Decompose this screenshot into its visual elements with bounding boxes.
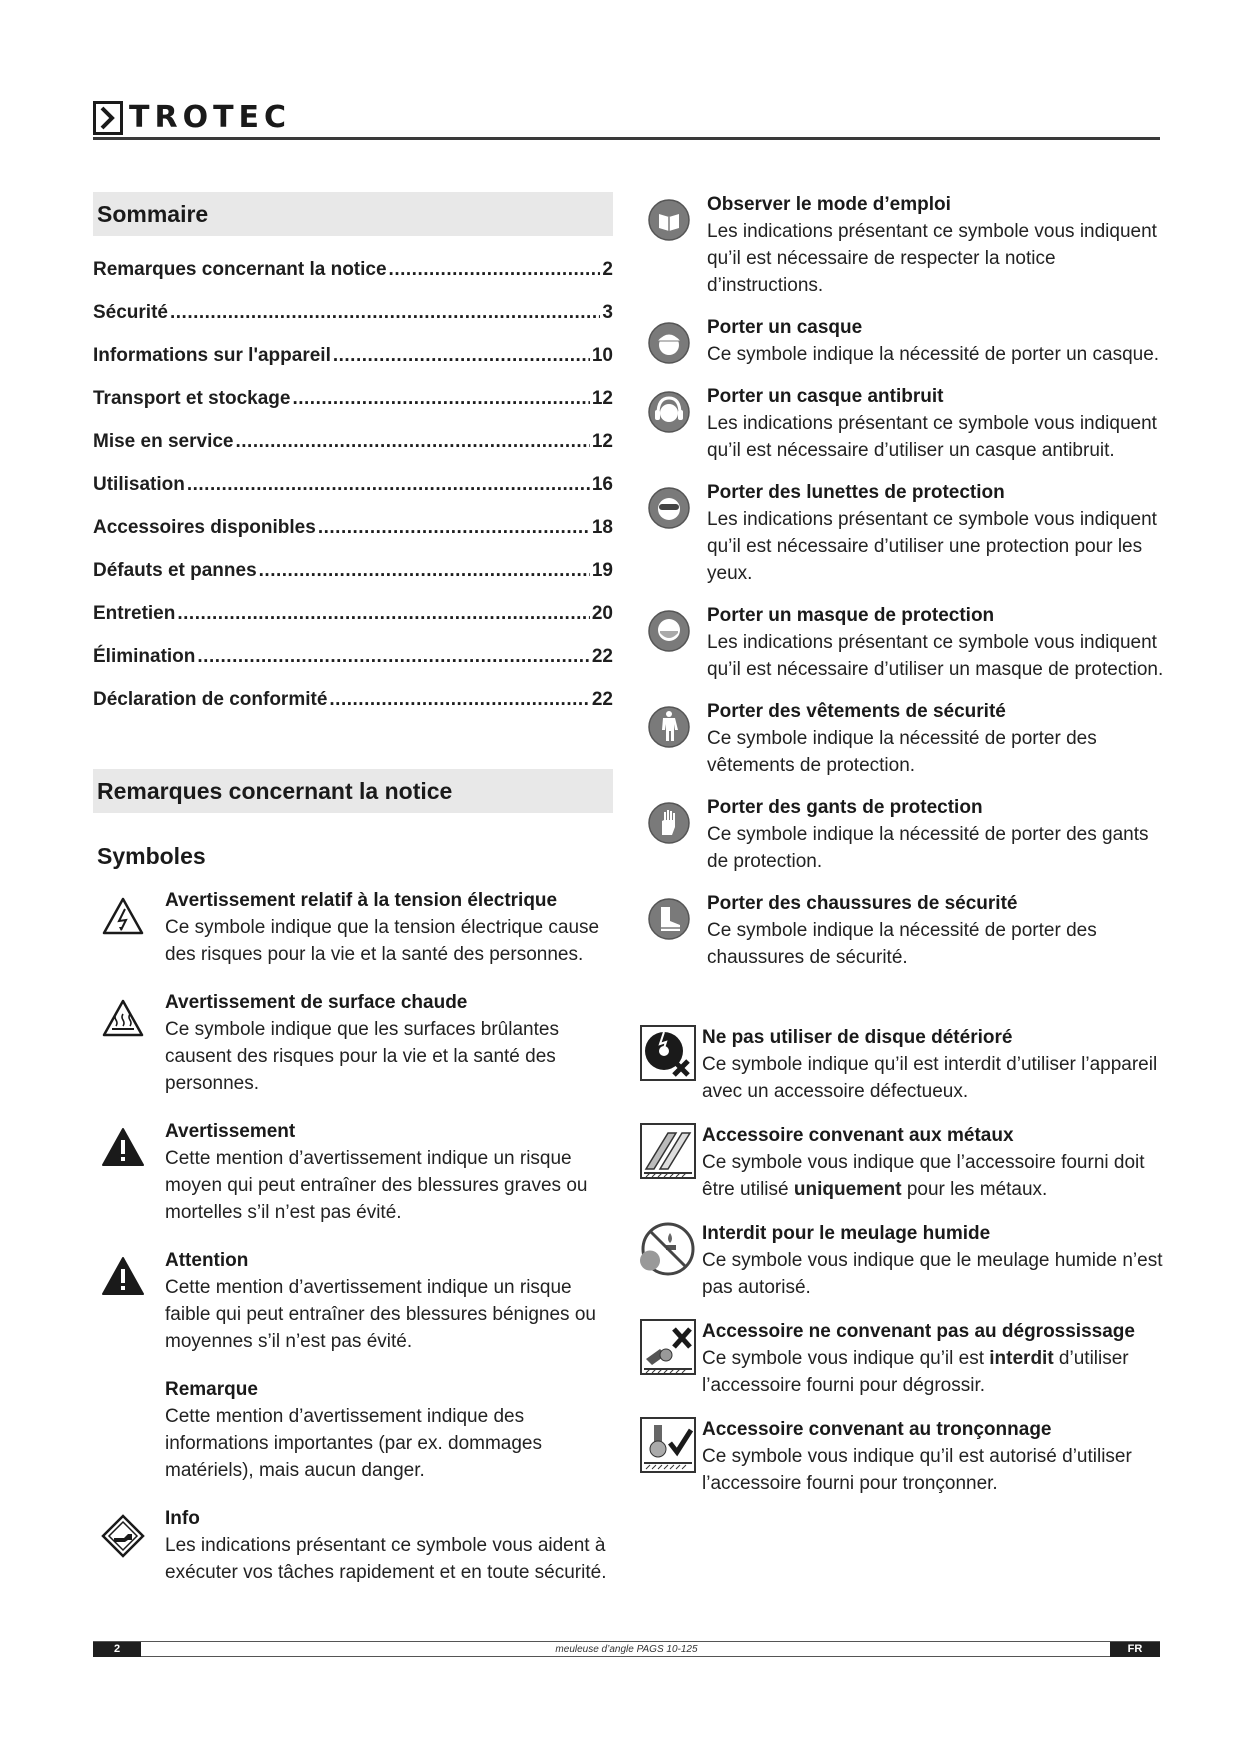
toc-entry-title: Transport et stockage bbox=[93, 388, 291, 409]
accessory-item bbox=[640, 1417, 1170, 1497]
symbol-title: Avertissement de surface chaude bbox=[165, 992, 468, 1013]
mask-icon bbox=[645, 603, 693, 653]
attention-icon bbox=[93, 1248, 153, 1296]
toc-leader bbox=[292, 377, 589, 420]
toc-entry-title: Remarques concernant la notice bbox=[93, 259, 387, 280]
toc-leader bbox=[329, 678, 589, 721]
symbol-title: Info bbox=[165, 1508, 200, 1529]
no-icon-placeholder bbox=[93, 1377, 153, 1385]
notice-heading: Remarques concernant la notice bbox=[93, 769, 613, 813]
accessory-description: Ce symbole vous indique que l’accessoire fourni doit être utilisé uniquement pour les métaux. bbox=[702, 1152, 1145, 1200]
toc-entry-page: 22 bbox=[591, 689, 613, 710]
toc-entry[interactable] bbox=[93, 334, 613, 377]
page-number: 2 bbox=[93, 1642, 141, 1657]
page-footer bbox=[93, 1641, 1160, 1657]
symbol-item bbox=[93, 1248, 613, 1355]
symbol-item bbox=[93, 1377, 613, 1484]
ppe-description: Les indications présentant ce symbole vous indiquent qu’il est nécessaire de respecter la notice d’instructions. bbox=[707, 221, 1157, 296]
accessory-description: Ce symbole indique qu’il est interdit d’utiliser l’appareil avec un accessoire défectueux. bbox=[702, 1054, 1158, 1102]
toc-entry[interactable] bbox=[93, 248, 613, 291]
symbol-title: Attention bbox=[165, 1250, 249, 1271]
ppe-title: Porter un masque de protection bbox=[707, 605, 995, 626]
accessory-item bbox=[640, 1025, 1170, 1105]
footer-model-name: meuleuse d’angle PAGS 10-125 bbox=[555, 1644, 698, 1655]
language-badge: FR bbox=[1110, 1642, 1160, 1657]
toc-entry-page: 2 bbox=[602, 259, 613, 280]
accessory-item bbox=[640, 1319, 1170, 1399]
toc-entry-title: Accessoires disponibles bbox=[93, 517, 316, 538]
toc-entry-page: 16 bbox=[591, 474, 613, 495]
manual-icon bbox=[645, 192, 693, 242]
ppe-description: Ce symbole indique la nécessité de porter des chaussures de sécurité. bbox=[707, 920, 1097, 968]
symbol-title: Remarque bbox=[165, 1379, 258, 1400]
ppe-title: Porter des lunettes de protection bbox=[707, 482, 1005, 503]
toc-leader bbox=[235, 420, 589, 463]
ppe-description: Les indications présentant ce symbole vous indiquent qu’il est nécessaire d’utiliser un casque antibruit. bbox=[707, 413, 1157, 461]
accessory-item bbox=[640, 1221, 1170, 1301]
symbol-list bbox=[93, 888, 613, 1586]
footer-bottom-rule bbox=[141, 1656, 1110, 1657]
toc-entry-title: Sécurité bbox=[93, 302, 168, 323]
toc-entry[interactable] bbox=[93, 377, 613, 420]
accessory-description: Ce symbole vous indique que le meulage humide n’est pas autorisé. bbox=[702, 1250, 1163, 1298]
ppe-item bbox=[645, 384, 1165, 464]
table-of-contents bbox=[93, 248, 613, 721]
symbol-description: Ce symbole indique que les surfaces brûlantes causent des risques pour la vie et la santé des personnes. bbox=[165, 1019, 559, 1094]
damaged-disc-icon bbox=[640, 1025, 698, 1086]
ppe-item bbox=[645, 603, 1165, 683]
protective-clothing-icon bbox=[645, 699, 693, 749]
trotec-chevron-icon bbox=[93, 101, 123, 135]
symbol-item bbox=[93, 1119, 613, 1226]
toc-entry[interactable] bbox=[93, 291, 613, 334]
accessory-title: Accessoire convenant au tronçonnage bbox=[702, 1419, 1052, 1440]
safety-shoes-icon bbox=[645, 891, 693, 941]
ppe-item bbox=[645, 315, 1165, 368]
brand-name: TROTEC bbox=[129, 100, 292, 135]
toc-entry[interactable] bbox=[93, 592, 613, 635]
symbol-item bbox=[93, 1506, 613, 1586]
ppe-item bbox=[645, 891, 1165, 971]
ppe-title: Porter des vêtements de sécurité bbox=[707, 701, 1006, 722]
toc-entry-title: Déclaration de conformité bbox=[93, 689, 328, 710]
ppe-item bbox=[645, 699, 1165, 779]
toc-entry-page: 20 bbox=[591, 603, 613, 624]
info-icon bbox=[93, 1506, 153, 1558]
toc-entry-page: 10 bbox=[591, 345, 613, 366]
ppe-item bbox=[645, 795, 1165, 875]
right-column-accessories bbox=[640, 1025, 1170, 1497]
accessory-description: Ce symbole vous indique qu’il est interdit d’utiliser l’accessoire fourni pour dégrossir. bbox=[702, 1348, 1129, 1396]
ppe-description: Les indications présentant ce symbole vous indiquent qu’il est nécessaire d’utiliser une protection pour les yeux. bbox=[707, 509, 1157, 584]
symbol-item bbox=[93, 990, 613, 1097]
toc-entry[interactable] bbox=[93, 678, 613, 721]
symbol-description: Cette mention d’avertissement indique un risque moyen qui peut entraîner des blessures graves ou mortelles s’il n’est pas évité. bbox=[165, 1148, 588, 1223]
toc-heading: Sommaire bbox=[93, 192, 613, 236]
toc-entry[interactable] bbox=[93, 635, 613, 678]
toc-leader bbox=[197, 635, 589, 678]
toc-entry-page: 18 bbox=[591, 517, 613, 538]
symbol-title: Avertissement relatif à la tension électrique bbox=[165, 890, 558, 911]
toc-entry-page: 12 bbox=[591, 431, 613, 452]
left-column bbox=[93, 192, 613, 1586]
toc-entry-title: Informations sur l'appareil bbox=[93, 345, 331, 366]
ppe-title: Porter des chaussures de sécurité bbox=[707, 893, 1018, 914]
accessory-title: Ne pas utiliser de disque détérioré bbox=[702, 1027, 1013, 1048]
cutting-ok-icon bbox=[640, 1417, 698, 1478]
toc-entry-title: Élimination bbox=[93, 646, 196, 667]
toc-leader bbox=[187, 463, 590, 506]
gloves-icon bbox=[645, 795, 693, 845]
symbol-item bbox=[93, 888, 613, 968]
no-roughing-icon bbox=[640, 1319, 698, 1380]
ppe-title: Porter un casque antibruit bbox=[707, 386, 944, 407]
toc-entry[interactable] bbox=[93, 506, 613, 549]
ppe-item bbox=[645, 192, 1165, 299]
toc-entry-page: 3 bbox=[602, 302, 613, 323]
brand-logo bbox=[93, 100, 291, 136]
ppe-title: Porter des gants de protection bbox=[707, 797, 983, 818]
toc-entry-page: 22 bbox=[591, 646, 613, 667]
symbol-title: Avertissement bbox=[165, 1121, 296, 1142]
ppe-item bbox=[645, 480, 1165, 587]
symbol-description: Cette mention d’avertissement indique des informations importantes (par ex. dommages matériels), mais aucun danger. bbox=[165, 1406, 542, 1481]
symbol-description: Les indications présentant ce symbole vous aident à exécuter vos tâches rapidement et en toute sécurité. bbox=[165, 1535, 607, 1583]
goggles-icon bbox=[645, 480, 693, 530]
ppe-title: Porter un casque bbox=[707, 317, 863, 338]
right-column-ppe bbox=[645, 192, 1165, 971]
toc-entry-title: Défauts et pannes bbox=[93, 560, 257, 581]
symbols-subheading: Symboles bbox=[97, 843, 206, 869]
ear-protection-icon bbox=[645, 384, 693, 434]
no-wet-grinding-icon bbox=[640, 1221, 698, 1282]
hot-surface-icon bbox=[93, 990, 153, 1038]
ppe-description: Ce symbole indique la nécessité de porter des gants de protection. bbox=[707, 824, 1149, 872]
toc-leader bbox=[170, 291, 600, 334]
toc-entry-page: 19 bbox=[591, 560, 613, 581]
toc-entry-title: Utilisation bbox=[93, 474, 185, 495]
symbol-description: Ce symbole indique que la tension électrique cause des risques pour la vie et la santé des personnes. bbox=[165, 917, 600, 965]
helmet-icon bbox=[645, 315, 693, 365]
warning-icon bbox=[93, 1119, 153, 1167]
header-divider bbox=[93, 137, 1160, 140]
toc-entry[interactable] bbox=[93, 463, 613, 506]
metal-accessory-icon bbox=[640, 1123, 698, 1184]
ppe-description: Ce symbole indique la nécessité de porter un casque. bbox=[707, 344, 1160, 365]
toc-leader bbox=[177, 592, 590, 635]
accessory-title: Accessoire ne convenant pas au dégrossissage bbox=[702, 1321, 1135, 1342]
accessory-item bbox=[640, 1123, 1170, 1203]
toc-leader bbox=[318, 506, 590, 549]
toc-leader bbox=[389, 248, 601, 291]
toc-leader bbox=[259, 549, 590, 592]
ppe-description: Ce symbole indique la nécessité de porter des vêtements de protection. bbox=[707, 728, 1097, 776]
ppe-description: Les indications présentant ce symbole vous indiquent qu’il est nécessaire d’utiliser un masque de protection. bbox=[707, 632, 1164, 680]
accessory-title: Interdit pour le meulage humide bbox=[702, 1223, 991, 1244]
toc-entry-page: 12 bbox=[591, 388, 613, 409]
toc-entry-title: Mise en service bbox=[93, 431, 234, 452]
accessory-description: Ce symbole vous indique qu’il est autorisé d’utiliser l’accessoire fourni pour tronçonner. bbox=[702, 1446, 1132, 1494]
electric-warning-icon bbox=[93, 888, 153, 936]
toc-leader bbox=[333, 334, 590, 377]
toc-entry[interactable] bbox=[93, 549, 613, 592]
toc-entry-title: Entretien bbox=[93, 603, 176, 624]
toc-entry[interactable] bbox=[93, 420, 613, 463]
symbol-description: Cette mention d’avertissement indique un risque faible qui peut entraîner des blessures bénignes ou moyennes s’il n’est pas évité. bbox=[165, 1277, 596, 1352]
accessory-title: Accessoire convenant aux métaux bbox=[702, 1125, 1014, 1146]
ppe-title: Observer le mode d’emploi bbox=[707, 194, 951, 215]
